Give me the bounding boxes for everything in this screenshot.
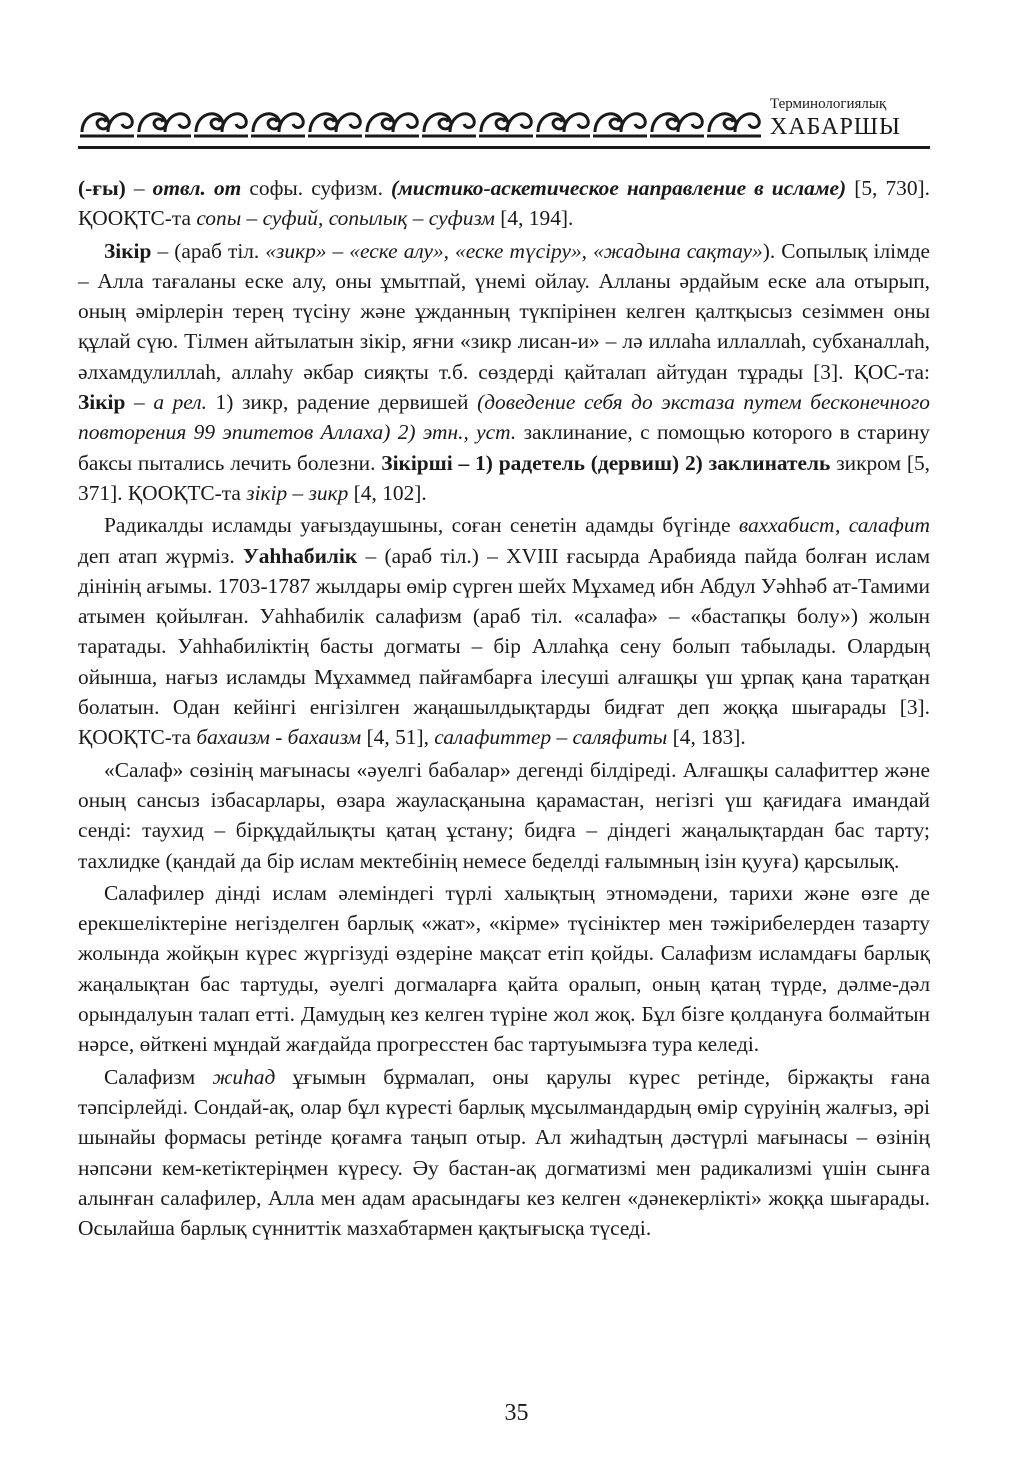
text-run: заклинание, с помощью которого в старину баксы пытались лечить болезни. (78, 420, 930, 475)
term: Зікір (104, 238, 152, 263)
italic-run: салафиттер – саляфиты (434, 725, 668, 750)
paragraph-5: Салафилер дінді ислам әлеміндегі түрлі халықтың этномәдени, тарихи және өзге де ерекшеліктеріне негізделген барлық «жат», «кірме» түсініктер мен тәжірибелерден тазарту жолында жойқын күрес жүргізуді өздеріне мақсат етіп қойды. Салафизм исламдағы барлық жаңалықтан бас тартуды, әуелгі догмаларға қайта оралып, оның қатаң түрде, дәлме-дәл орындалуын талап етті. Дамудың кез келген түріне жол жоқ. Бұл бізге қолдануға болмайтын нәрсе, өйткені мұндай жағдайда прогресстен бас тартуымызға тура келеді. (78, 880, 930, 1057)
page-number: 35 (504, 1400, 529, 1426)
text-run: софы. суфизм. (241, 176, 392, 200)
journal-title-small: Терминологиялық (770, 96, 887, 112)
term: Зікірші – 1) радетель (дервиш) 2) заклинатель (381, 450, 831, 475)
paragraph-2 (78, 236, 930, 509)
text-run: [4, 51], (361, 725, 435, 750)
text-run: зикром [5, 371]. ҚООҚТС-та (78, 450, 931, 505)
text-run: 1) зикр, радение дервишей (206, 390, 478, 415)
text-run: ұғымын бұрмалап, оны қарулы күрес ретінде, біржақты ғана тәпсірлейді. Сондай-ақ, олар бұл күресті барлық мұсылмандардың өмір сүруінің жалғыз, әрі шынайы формасы ретінде қоғамға таңып отыр. Ал жиһадтың дәстүрлі мағынасы – өзінің нәпсәни кем-кетіктеріңмен күресу. Әу бастан-ақ догматизмі мен радикализмі үшін сынға алынған салафилер, Алла мен адам арасындағы кез келген «дәнекерлікті» жоққа шығарады. Осылайша барлық сүнниттік мазхабтармен қақтығысқа түседі. (78, 1064, 930, 1241)
term: Зікір (78, 390, 126, 415)
paragraph-3 (78, 510, 930, 752)
text-run: деп атап жүрміз. (78, 543, 244, 568)
term: (-ғы) (78, 176, 126, 200)
paragraph-6 (78, 1062, 930, 1244)
text-run: Радикалды исламды уағыздаушыны, соған сенетін адамды бүгінде (104, 513, 739, 538)
text-run: ). Сопылық ілімде – Алла тағаланы еске алу, оны ұмытпай, үнемі ойлау. Алланы әрдайым еске ала отырып, оның әмірлерін терең түсіну және ұжданның түкпірінен келген қалтқысыз сезіммен оны құлай сүю. Тілмен айтылатын зікір, яғни «зикр лисан-и» – лә иллаһа иллаллаһ, субханаллаһ, әлхамдулиллаһ, аллаһу әкбар сияқты т.б. сөздерді қайталап айтудан тұрады [3]. ҚОС-та: (78, 238, 930, 384)
italic-run: «зикр» – «еске алу», «еске түсіру», «жадына сақтау» (265, 238, 763, 263)
italic-run: бахаизм - бахаизм (196, 725, 362, 750)
ornament-border-icon (78, 98, 768, 140)
journal-title-big: ХАБАРШЫ (770, 114, 901, 140)
header-rule (78, 146, 930, 149)
paragraph-4: «Салаф» сөзінің мағынасы «әуелгі бабалар» дегенді білдіреді. Алғашқы салафиттер және оның сансыз ізбасарлары, өзара жауласқанына қарамастан, негізгі үш қағидаға имандай сенді: таухид – бірқұдайлықты қатаң ұстану; бидға – діндегі жаңалықтардан бас тарту; тахлидке (қандай да бір ислам мектебінің немесе беделді ғалымның ізін қууға) қарсылық. (78, 757, 930, 873)
text-run: – (125, 390, 154, 415)
italic-run: (доведение себя до экстаза путем бесконечного повторения 99 эпитетов Аллаха) 2) этн., уст. (78, 390, 931, 445)
text-run: – (125, 176, 153, 200)
journal-title (770, 96, 930, 141)
term-italic: отвл. от (152, 176, 242, 200)
paragraph-1 (78, 173, 930, 234)
italic-run: жиһад (212, 1064, 276, 1089)
italic-run: сопы – суфий, сопылық – суфизм (196, 206, 495, 231)
body-text (78, 173, 930, 1243)
text-run: [5, 730]. ҚООҚТС-та (78, 176, 931, 231)
definition-italic: (мистико-аскетическое направление в исламе) (391, 176, 847, 200)
text-run: [4, 194]. (494, 206, 574, 231)
text-run: [4, 183]. (667, 725, 746, 750)
italic-run: а рел. (153, 390, 207, 415)
text-run: – (араб тіл.) – XVIII ғасырда Арабияда пайда болған ислам дінінің ағымы. 1703-1787 жылдары өмір сүрген шейх Мұхамед ибн Абдул Уәһһәб ат-Тамими атымен қойылған. Уаһһабилік салафизм (араб тіл. «салафа» – «бастапқы болу») жолын таратады. Уаһһабиліктің басты догматы – бір Аллаһқа сену болып табылады. Олардың ойынша, нағыз исламды Мұхаммед пайғамбарға ілесуші алғашқы үш ұрпақ қана таратқан болатын. Одан кейінгі енгізілген жаңашылдықтарды бидғат деп жоққа шығарады [3]. ҚООҚТС-та (78, 543, 931, 750)
text-run: Салафизм (104, 1064, 213, 1089)
running-header (78, 96, 930, 148)
italic-run: зікір – зикр (246, 480, 349, 505)
text-run: – (араб тіл. (151, 238, 266, 263)
italic-run: ваххабист, салафит (738, 513, 931, 538)
text-run: [4, 102]. (348, 480, 427, 505)
term: Уаһһабилік (243, 543, 358, 568)
